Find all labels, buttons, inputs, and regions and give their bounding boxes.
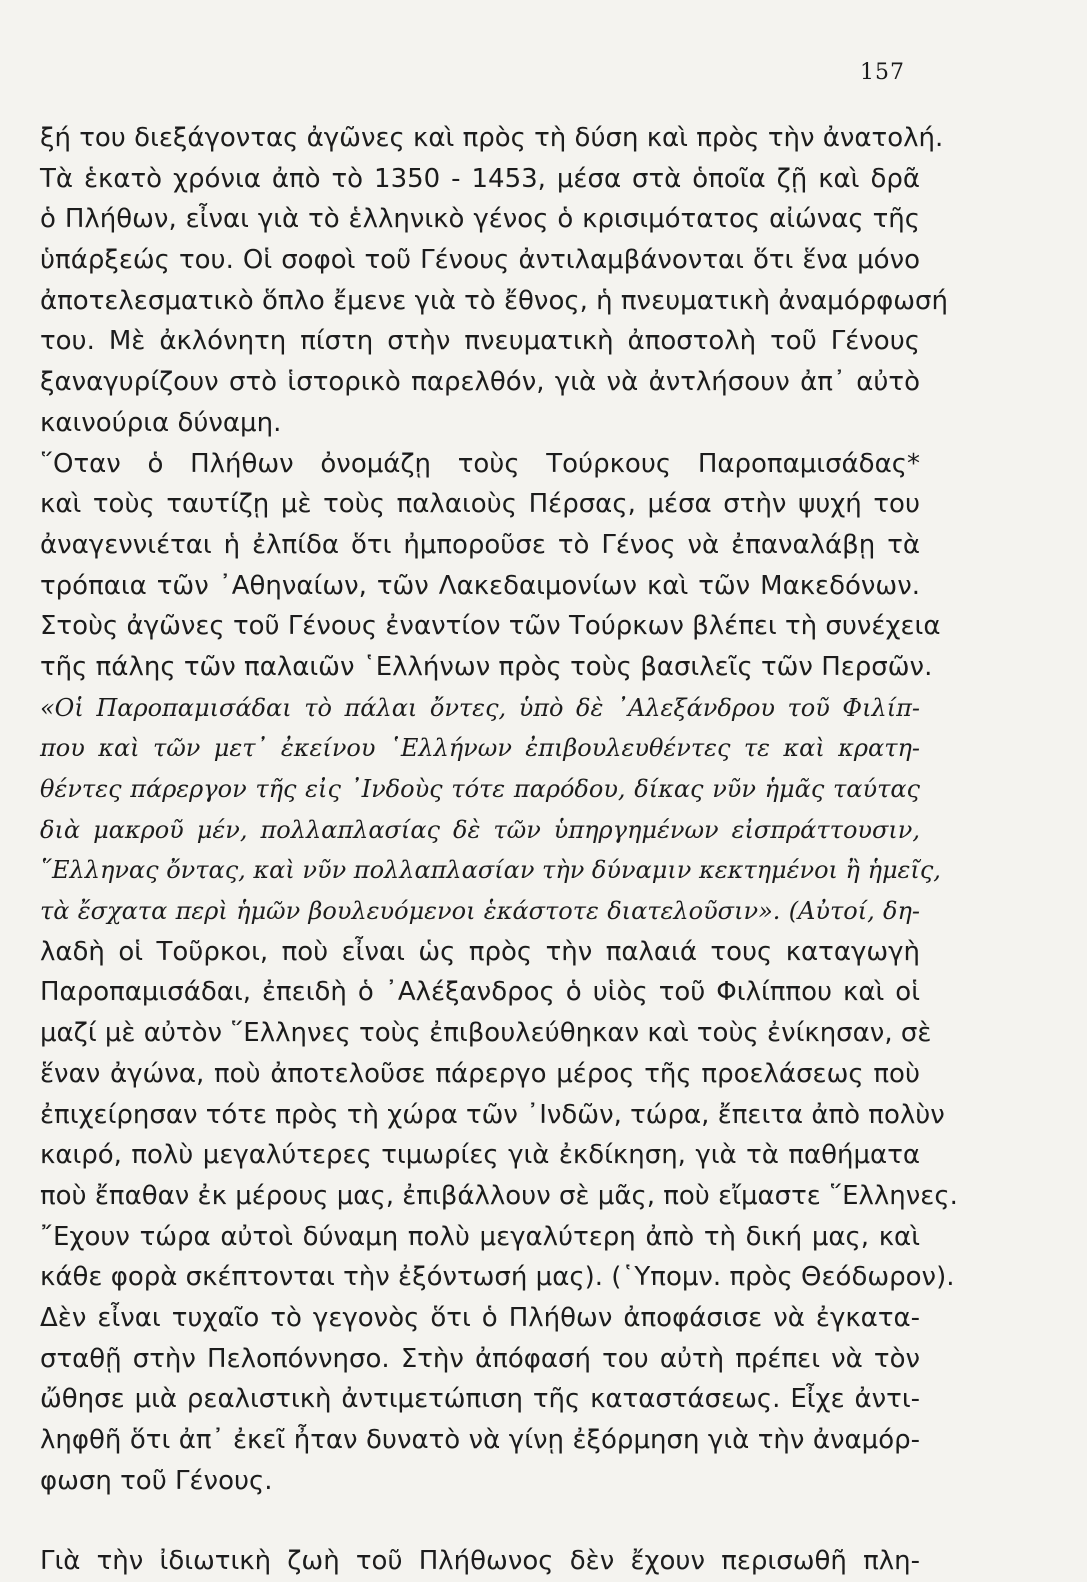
text-line: ξαναγυρίζουν στὸ ἱστορικὸ παρελθόν, γιὰ νὰ ἀντλήσουν ἀπ᾽ αὐτὸ <box>40 367 920 398</box>
page-number: 157 <box>860 60 905 85</box>
quotation-line: διὰ μακροῦ μέν, πολλαπλασίας δὲ τῶν ὑπηργημένων εἰσπράττουσιν, <box>40 815 920 844</box>
text-line: ὑπάρξεώς του. Οἱ σοφοὶ τοῦ Γένους ἀντιλαμβάνονται ὅτι ἕνα μόνο <box>40 245 920 276</box>
text-line: ληφθῆ ὅτι ἀπ᾽ ἐκεῖ ἦταν δυνατὸ νὰ γίνῃ ἐξόρμηση γιὰ τὴν ἀναμόρ- <box>40 1425 920 1455</box>
body-text <box>40 118 958 1582</box>
text-line: ὁ Πλήθων, εἶναι γιὰ τὸ ἑλληνικὸ γένος ὁ κρισιμότατος αἰώνας τῆς <box>40 204 920 235</box>
text-line: ῞Οταν ὁ Πλήθων ὀνομάζῃ τοὺς Τούρκους Παροπαμισάδας* <box>40 448 920 479</box>
text-line: ῎Εχουν τώρα αὐτοὶ δύναμη πολὺ μεγαλύτερη ἀπὸ τὴ δική μας, καὶ <box>40 1221 920 1252</box>
text-line: καιρό, πολὺ μεγαλύτερες τιμωρίες γιὰ ἐκδίκηση, γιὰ τὰ παθήματα <box>40 1140 920 1171</box>
text-line: Γιὰ τὴν ἰδιωτικὴ ζωὴ τοῦ Πλήθωνος δὲν ἔχουν περισωθῆ πλη- <box>40 1546 920 1577</box>
text-line: καινούρια δύναμη. <box>40 407 282 438</box>
text-line: σταθῇ στὴν Πελοπόννησο. Στὴν ἀπόφασή του αὐτὴ πρέπει νὰ τὸν <box>40 1343 920 1374</box>
text-line: ἐπιχείρησαν τότε πρὸς τὴ χώρα τῶν ᾽Ινδῶν, τώρα, ἔπειτα ἀπὸ πολὺν <box>40 1099 945 1130</box>
text-line: λαδὴ οἱ Τοῦρκοι, ποὺ εἶναι ὡς πρὸς τὴν παλαιά τους καταγωγὴ <box>40 936 920 967</box>
text-line: μαζί μὲ αὐτὸν ῞Ελληνες τοὺς ἐπιβουλεύθηκαν καὶ τοὺς ἐνίκησαν, σὲ <box>40 1018 932 1049</box>
text-line: καὶ τοὺς ταυτίζῃ μὲ τοὺς παλαιοὺς Πέρσας, μέσα στὴν ψυχή του <box>40 489 920 520</box>
text-line: ἕναν ἀγώνα, ποὺ ἀποτελοῦσε πάρεργο μέρος τῆς προελάσεως ποὺ <box>40 1058 920 1089</box>
text-line: του. Μὲ ἀκλόνητη πίστη στὴν πνευματικὴ ἀποστολὴ τοῦ Γένους <box>40 326 920 357</box>
paragraph-gap <box>40 1501 920 1541</box>
quotation-line: που καὶ τῶν μετ᾽ ἐκείνου ῾Ελλήνων ἐπιβουλευθέντες τε καὶ κρατη- <box>40 734 920 763</box>
text-line: φωση τοῦ Γένους. <box>40 1465 273 1496</box>
text-line: Δὲν εἶναι τυχαῖο τὸ γεγονὸς ὅτι ὁ Πλήθων ἀποφάσισε νὰ ἐγκατα- <box>40 1302 920 1333</box>
text-line: Τὰ ἑκατὸ χρόνια ἀπὸ τὸ 1350 - 1453, μέσα στὰ ὁποῖα ζῇ καὶ δρᾶ <box>40 163 920 194</box>
quotation-line: ῞Ελληνας ὄντας, καὶ νῦν πολλαπλασίαν τὴν δύναμιν κεκτημένοι ἢ ἡμεῖς, <box>40 856 941 885</box>
text-line: ἀναγεννιέται ἡ ἐλπίδα ὅτι ἠμποροῦσε τὸ Γένος νὰ ἐπαναλάβῃ τὰ <box>40 529 920 560</box>
text-line: τῆς πάλης τῶν παλαιῶν ῾Ελλήνων πρὸς τοὺς βασιλεῖς τῶν Περσῶν. <box>40 651 933 682</box>
quotation-line: θέντες πάρεργον τῆς εἰς ᾽Ινδοὺς τότε παρόδου, δίκας νῦν ἡμᾶς ταύτας <box>40 775 920 803</box>
text-line: ποὺ ἔπαθαν ἐκ μέρους μας, ἐπιβάλλουν σὲ μᾶς, ποὺ εἴμαστε ῞Ελληνες. <box>40 1180 958 1211</box>
quotation-line: «Οἱ Παροπαμισάδαι τὸ πάλαι ὄντες, ὑπὸ δὲ ᾽Αλεξάνδρου τοῦ Φιλίπ- <box>40 693 920 722</box>
text-line: Στοὺς ἀγῶνες τοῦ Γένους ἐναντίον τῶν Τούρκων βλέπει τὴ συνέχεια <box>40 611 941 642</box>
text-line: τρόπαια τῶν ᾽Αθηναίων, τῶν Λακεδαιμονίων καὶ τῶν Μακεδόνων. <box>40 570 920 601</box>
text-line: Παροπαμισάδαι, ἐπειδὴ ὁ ᾽Αλέξανδρος ὁ υἱὸς τοῦ Φιλίππου καὶ οἱ <box>40 977 920 1008</box>
text-line: ἀποτελεσματικὸ ὅπλο ἔμενε γιὰ τὸ ἔθνος, ἡ πνευματικὴ ἀναμόρφωσή <box>40 285 949 316</box>
quotation-line: τὰ ἔσχατα περὶ ἡμῶν βουλευόμενοι ἑκάστοτε διατελοῦσιν». (Αὐτοί, δη- <box>40 897 920 926</box>
text-line: κάθε φορὰ σκέπτονται τὴν ἐξόντωσή μας). (῾Υπομν. πρὸς Θεόδωρον). <box>40 1262 955 1293</box>
text-line: ξή του διεξάγοντας ἀγῶνες καὶ πρὸς τὴ δύση καὶ πρὸς τὴν ἀνατολή. <box>40 123 944 153</box>
text-line: ὤθησε μιὰ ρεαλιστικὴ ἀντιμετώπιση τῆς καταστάσεως. Εἶχε ἀντι- <box>40 1384 920 1415</box>
